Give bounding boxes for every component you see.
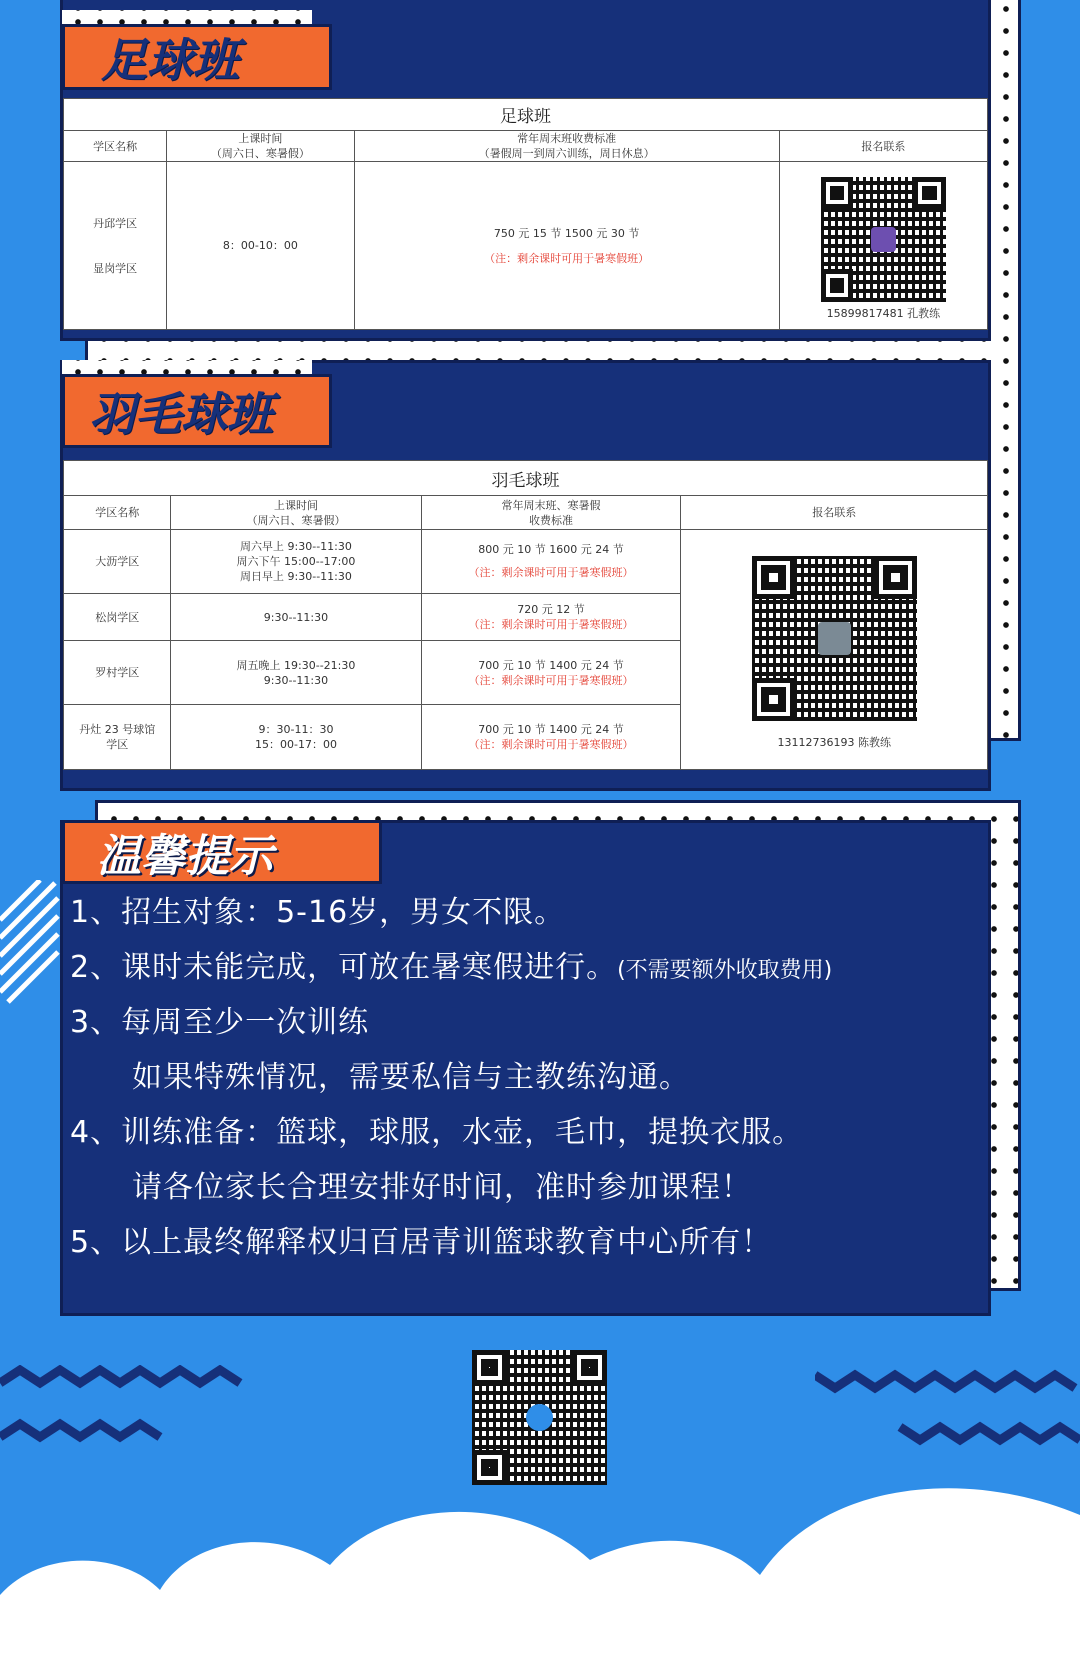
football-price [354,162,779,330]
header-time-label: 上课时间 [273,498,318,512]
tip-line [70,1050,970,1105]
header-price-label: 常年周末班、寒暑假 [501,498,601,512]
header-time-sub: （周六日、寒暑假） [210,147,310,160]
row-time-line: 周日早上 9:30--11:30 [240,569,352,583]
row-note: （注：剩余课时可用于暑寒假班） [468,618,634,632]
football-note: （注：剩余课时可用于暑寒假班） [484,251,650,265]
row-time-line: 9:30--11:30 [263,673,329,687]
tip-text: 如果特殊情况，需要私信与主教练沟通。 [132,1060,690,1095]
row-district-line: 学区 [106,738,129,752]
tip-text: 2、课时未能完成，可放在暑寒假进行。 [70,950,618,985]
tip-text: 4、训练准备：篮球，球服，水壶，毛巾，提换衣服。 [70,1115,804,1150]
tips-tag [62,820,382,884]
stripes-icon [0,880,70,1010]
header-district: 学区名称 [64,131,167,162]
tip-line [70,995,970,1050]
tip-line [70,885,970,940]
badminton-tag [62,374,332,448]
football-tag-dots [62,10,312,24]
row-time-line: 9：30-11：30 [258,723,334,737]
row-time: 9:30--11:30 [171,594,421,641]
zigzag-icon [0,1365,250,1455]
tip-text: 5、以上最终解释权归百居青训篮球教育中心所有！ [70,1225,773,1260]
tip-sub-text: (不需要额外收取费用) [617,958,833,983]
header-time [171,496,421,529]
row-district: 罗村学区 [64,640,171,705]
row-note: （注：剩余课时可用于暑寒假班） [468,673,634,687]
row-price-text: 720 元 12 节 [517,603,585,617]
row-price-text: 700 元 10 节 1400 元 24 节 [478,658,624,672]
header-time-sub: （周六日、寒暑假） [246,513,346,527]
header-price-label: 常年周末班收费标准 [517,132,617,145]
header-price-sub: 收费标准 [529,513,573,527]
badminton-table-title: 羽毛球班 [64,461,988,496]
header-district: 学区名称 [64,496,171,529]
cloud-icon [0,1455,1080,1655]
football-price-text: 750 元 15 节 1500 元 30 节 [493,226,640,240]
tip-line [70,1105,970,1160]
badminton-tag-dots [62,360,312,374]
tip-line [70,940,970,995]
tip-text: 请各位家长合理安排好时间，准时参加课程！ [132,1170,752,1205]
football-table [63,98,988,330]
football-tag [62,24,332,90]
header-price [421,496,681,529]
football-tag-label: 足球班 [101,33,239,87]
row-time-line: 15：00-17：00 [254,738,337,752]
football-time: 8：00-10：00 [167,162,354,330]
badminton-table [63,460,988,770]
header-price [354,131,779,162]
header-price-sub: （暑假周一到周六训练，周日休息） [478,147,655,160]
row-district [64,705,171,770]
zigzag-icon [815,1365,1080,1455]
row-price [421,594,681,641]
badminton-tag-label: 羽毛球班 [89,387,273,441]
qr-code-icon[interactable] [821,177,946,302]
row-time [171,529,421,594]
badminton-contact [681,529,988,769]
tips-tag-label: 温馨提示 [97,831,273,882]
football-districts [64,162,167,330]
district-danqiu: 丹邱学区 [93,216,138,230]
qr-code-icon[interactable] [752,556,917,721]
row-time [171,705,421,770]
tip-line [70,1215,970,1270]
football-table-title: 足球班 [64,99,988,131]
row-price-text: 800 元 10 节 1600 元 24 节 [478,543,624,557]
row-time [171,640,421,705]
tips-list [70,885,970,1270]
header-contact: 报名联系 [681,496,988,529]
table-row [64,529,988,594]
header-time [167,131,354,162]
header-contact: 报名联系 [779,131,987,162]
row-price [421,529,681,594]
row-time-line: 周六下午 15:00--17:00 [236,554,356,568]
row-time-line: 周五晚上 19:30--21:30 [236,658,356,672]
badminton-contact-text: 13112736193 陈教练 [777,736,891,750]
row-district-line: 丹灶 23 号球馆 [79,723,156,737]
row-price [421,640,681,705]
row-time-line: 周六早上 9:30--11:30 [240,539,352,553]
tip-text: 1、招生对象：5-16岁，男女不限。 [70,895,566,930]
tip-text: 3、每周至少一次训练 [70,1005,370,1040]
football-contact [779,162,987,330]
tip-line [70,1160,970,1215]
row-district: 大沥学区 [64,529,171,594]
header-time-label: 上课时间 [238,132,283,145]
row-district: 松岗学区 [64,594,171,641]
district-xiangang: 显岗学区 [93,261,138,275]
row-price-text: 700 元 10 节 1400 元 24 节 [478,723,624,737]
row-note: （注：剩余课时可用于暑寒假班） [468,738,634,752]
row-note: （注：剩余课时可用于暑寒假班） [468,566,634,580]
football-contact-text: 15899817481 孔教练 [826,306,941,320]
row-price [421,705,681,770]
